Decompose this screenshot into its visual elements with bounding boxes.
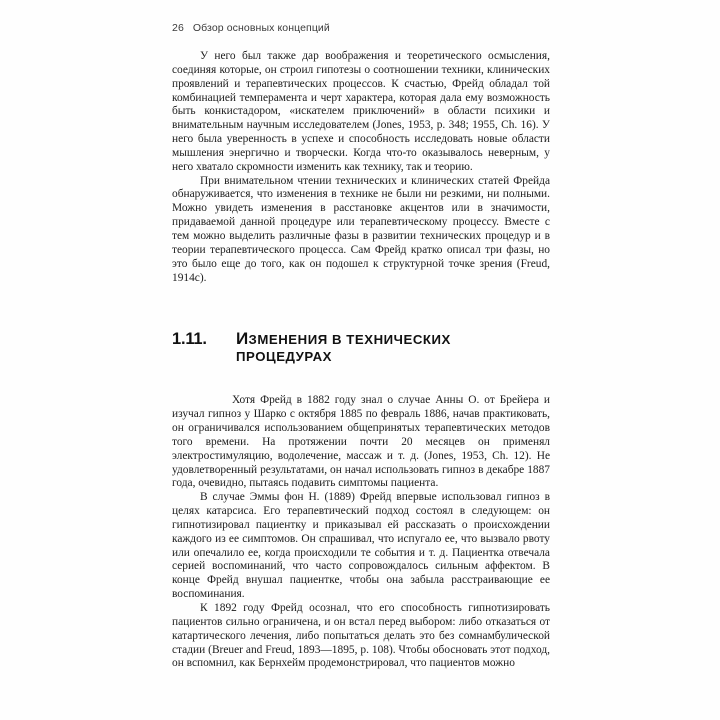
running-head [172, 22, 550, 34]
section-heading [172, 329, 550, 364]
running-head-title: Обзор основных концепций [192, 22, 330, 34]
paragraph-2: При внимательном чтении технических и клинических статей Фрейда обнаруживается, что изменения в технике не были ни резкими, ни полными. Можно увидеть изменения в расстановке акцентов или в значимости, придаваемой данной процедуре или терапевтическому процессу. Вместе с тем можно выделить различные фазы в развитии технических процедур и в теории терапевтического процесса. Сам Фрейд кратко описал три фазы, но это было еще до того, как он подошел к структурной точке зрения (Freud, 1914c). [172, 174, 550, 284]
page-number: 26 [172, 22, 184, 34]
section-number: 1.11. [172, 330, 207, 349]
paragraph-5: К 1892 году Фрейд осознал, что его способность гипнотизировать пациентов сильно ограничена, и он встал перед выбором: либо отказаться от катартического лечения, либо попытаться делать это без сомнамбулической стадии (Breuer and Freud, 1893—1895, p. 108). Чтобы обосновать этот подход, он вспомнил, как Бернхейм продемонстрировал, что пациентов можно [172, 602, 550, 670]
paragraph-3: Хотя Фрейд в 1882 году знал о случае Анны О. от Брейера и изучал гипноз у Шарко с октября 1885 по февраль 1886, начав практиковать, он ограничивался использованием общепринятых терапевтических методов того времени. На протяжении почти 20 месяцев он применял электростимуляцию, водолечение, массаж и т. д. (Jones, 1953, Ch. 12). Не удовлетворенный результатами, он начал использовать гипноз в декабре 1887 года, очевидно, пытаясь подавить симптомы пациента. [172, 394, 550, 490]
section-title [236, 329, 550, 364]
section-title-rest: ЗМЕНЕНИЯ В ТЕХНИЧЕСКИХ ПРОЦЕДУРАХ [236, 332, 451, 365]
paragraph-1: У него был также дар воображения и теоретического осмысления, соединяя которые, он строил гипотезы о соотношении техники, клинических проявлений и терапевтических процессов. К счастью, Фрейд обладал той комбинацией темперамента и черт характера, которая дала ему возможность быть конкистадором, «искателем приключений» в области психики и внимательным научным исследователем (Jones, 1953, p. 348; 1955, Ch. 16). У него была уверенность в успехе и способность исследовать новые области мышления энергично и творчески. Когда что-то оказывалось неверным, у него хватало скромности изменить как технику, так и теорию. [172, 50, 550, 173]
text-column [172, 50, 550, 671]
heading-space-after [172, 364, 550, 394]
paragraph-4: В случае Эммы фон Н. (1889) Фрейд впервые использовал гипноз в целях катарсиса. Его терапевтический подход состоял в следующем: он гипнотизировал пациентку и приказывал ей рассказать о происхождении каждого из ее симптомов. Он спрашивал, что испугало ее, что вызвало рвоту или опечалило ее, когда происходили те события и т. д. Пациентка отвечала серией воспоминаний, что часто сопровождалось сильным аффектом. В конце Фрейд внушал пациентке, чтобы она забыла расстраивающие ее воспоминания. [172, 491, 550, 601]
section-title-initial: И [236, 329, 249, 349]
heading-space-before [172, 285, 550, 329]
